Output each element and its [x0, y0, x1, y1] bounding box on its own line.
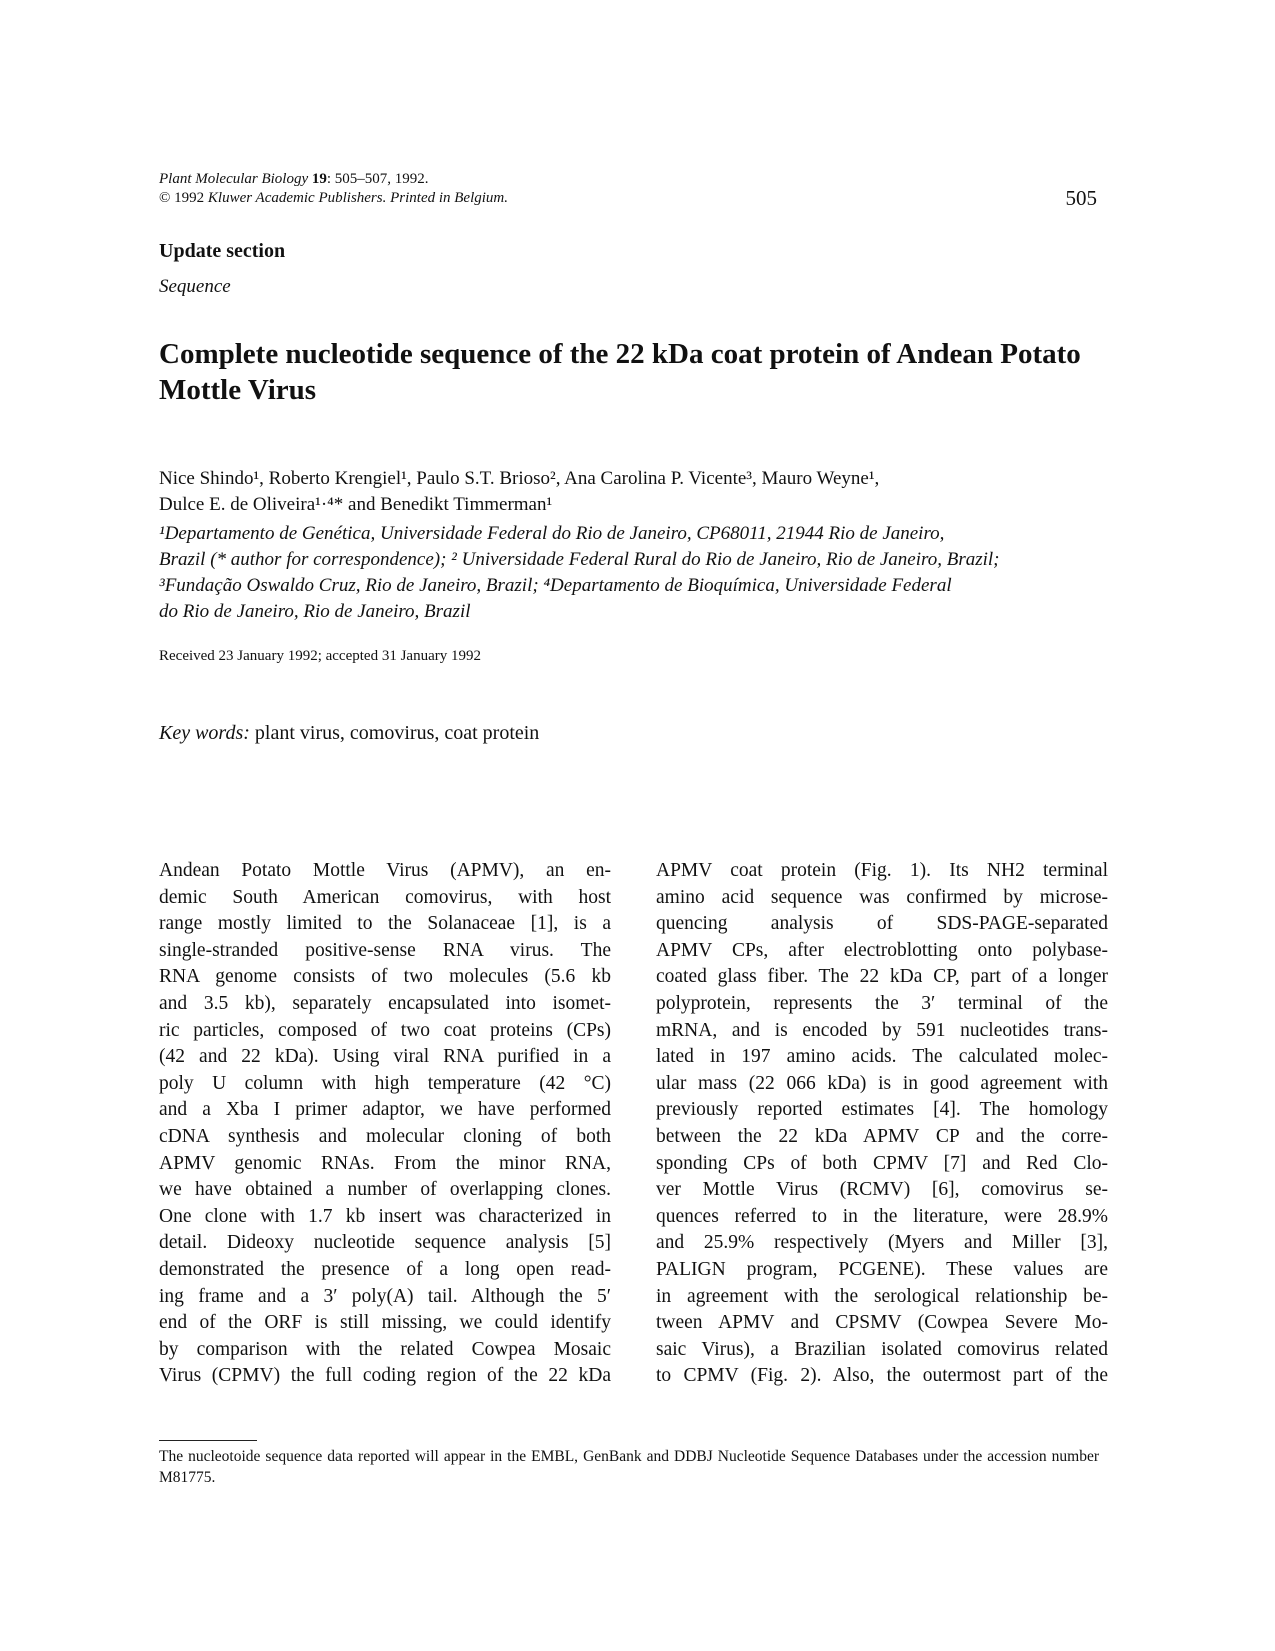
- body-text-line: quencing analysis of SDS-PAGE-separated: [656, 913, 1108, 935]
- page-number: 505: [1065, 186, 1097, 210]
- journal-citation: [159, 170, 508, 208]
- body-text-line: coated glass fiber. The 22 kDa CP, part of a longer: [656, 966, 1108, 988]
- body-text-line: Andean Potato Mottle Virus (APMV), an en-: [159, 860, 611, 881]
- body-text-line: and 3.5 kb), separately encapsulated into isomet-: [159, 992, 611, 1014]
- body-text-line: previously reported estimates [4]. The homology: [656, 1099, 1108, 1121]
- body-text-line: lated in 197 amino acids. The calculated molec-: [656, 1046, 1108, 1068]
- body-column-left: [159, 858, 611, 1390]
- copyright-prefix: © 1992: [159, 190, 208, 206]
- body-column-right: [656, 858, 1108, 1390]
- body-text-line: single-stranded positive-sense RNA virus. The: [159, 939, 611, 961]
- keywords-value: plant virus, comovirus, coat protein: [249, 722, 540, 744]
- body-text-line: amino acid sequence was confirmed by microse-: [656, 886, 1108, 908]
- body-text-line: RNA genome consists of two molecules (5.6 kb: [159, 966, 611, 988]
- author-line: Dulce E. de Oliveira¹·⁴* and Benedikt Timmerman¹: [159, 494, 553, 515]
- keywords-label: Key words:: [159, 722, 250, 744]
- body-text-line: ing frame and a 3′ poly(A) tail. Although the 5′: [159, 1285, 611, 1307]
- body-text-line: APMV CPs, after electroblotting onto polybase-: [656, 939, 1108, 961]
- paper-title: Complete nucleotide sequence of the 22 kDa coat protein of Andean Potato Mottle Virus: [159, 338, 1081, 406]
- affiliation-line: Brazil (* author for correspondence); ² Universidade Federal Rural do Rio de Janeiro, Rio de Janeiro, Brazil;: [159, 549, 1000, 570]
- body-text-line: and a Xba I primer adaptor, we have performed: [159, 1099, 611, 1121]
- body-text-line: and 25.9% respectively (Myers and Miller [3],: [656, 1232, 1108, 1254]
- affiliation-line: ³Fundação Oswaldo Cruz, Rio de Janeiro, Brazil; ⁴Departamento de Bioquímica, Universidade Federal: [159, 575, 952, 596]
- body-text-line: PALIGN program, PCGENE). These values are: [656, 1258, 1108, 1280]
- body-text-line: range mostly limited to the Solanaceae [1], is a: [159, 913, 611, 935]
- body-text-line: mRNA, and is encoded by 591 nucleotides trans-: [656, 1019, 1108, 1041]
- body-text-line: by comparison with the related Cowpea Mosaic: [159, 1338, 611, 1360]
- body-text-line: APMV coat protein (Fig. 1). Its NH2 terminal: [656, 860, 1108, 881]
- body-text-line: quences referred to in the literature, were 28.9%: [656, 1205, 1108, 1227]
- body-text-line: One clone with 1.7 kb insert was characterized in: [159, 1205, 611, 1227]
- body-text-line: Virus (CPMV) the full coding region of the 22 kDa: [159, 1365, 611, 1387]
- body-text-line: APMV genomic RNAs. From the minor RNA,: [159, 1152, 611, 1174]
- footnote: The nucleotoide sequence data reported will appear in the EMBL, GenBank and DDBJ Nucleotide Sequence Databases under the accession number M81775.: [159, 1448, 1099, 1486]
- copyright-publisher: Kluwer Academic Publishers. Printed in Belgium.: [207, 190, 509, 206]
- body-text-line: in agreement with the serological relationship be-: [656, 1285, 1108, 1307]
- subsection-heading: Sequence: [159, 276, 231, 297]
- body-text-line: end of the ORF is still missing, we could identify: [159, 1312, 611, 1334]
- author-line: Nice Shindo¹, Roberto Krengiel¹, Paulo S.T. Brioso², Ana Carolina P. Vicente³, Mauro Weyne¹,: [159, 468, 880, 489]
- journal-volume: 19: [311, 171, 327, 187]
- body-text-line: ric particles, composed of two coat proteins (CPs): [159, 1019, 611, 1041]
- section-heading: Update section: [159, 240, 286, 262]
- keywords: [159, 722, 539, 745]
- body-text-line: we have obtained a number of overlapping clones.: [159, 1179, 611, 1201]
- body-text-line: ular mass (22 066 kDa) is in good agreement with: [656, 1072, 1108, 1094]
- received-dates: Received 23 January 1992; accepted 31 January 1992: [159, 648, 481, 664]
- body-text-line: saic Virus), a Brazilian isolated comovirus related: [656, 1338, 1108, 1360]
- author-list: [159, 466, 1119, 518]
- body-text-line: detail. Dideoxy nucleotide sequence analysis [5]: [159, 1232, 611, 1254]
- body-text-line: demonstrated the presence of a long open read-: [159, 1258, 611, 1280]
- body-text-line: polyprotein, represents the 3′ terminal of the: [656, 992, 1108, 1014]
- affiliations: [159, 521, 1124, 625]
- journal-pages: : 505–507, 1992.: [326, 171, 429, 187]
- body-text-line: ver Mottle Virus (RCMV) [6], comovirus se-: [656, 1179, 1108, 1201]
- body-text-line: (42 and 22 kDa). Using viral RNA purified in a: [159, 1046, 611, 1068]
- affiliation-line: do Rio de Janeiro, Rio de Janeiro, Brazil: [159, 601, 471, 622]
- body-text-line: poly U column with high temperature (42 °C): [159, 1072, 611, 1094]
- affiliation-line: ¹Departamento de Genética, Universidade Federal do Rio de Janeiro, CP68011, 21944 Rio de Janeiro,: [159, 523, 945, 544]
- body-text-line: demic South American comovirus, with host: [159, 886, 611, 908]
- body-text-line: cDNA synthesis and molecular cloning of both: [159, 1125, 611, 1147]
- footnote-rule: [159, 1440, 257, 1441]
- journal-name: Plant Molecular Biology: [159, 171, 309, 187]
- body-text-line: sponding CPs of both CPMV [7] and Red Clo-: [656, 1152, 1108, 1174]
- body-text-line: to CPMV (Fig. 2). Also, the outermost part of the: [656, 1365, 1108, 1387]
- body-text-line: tween APMV and CPSMV (Cowpea Severe Mo-: [656, 1312, 1108, 1334]
- body-text-line: between the 22 kDa APMV CP and the corre-: [656, 1125, 1108, 1147]
